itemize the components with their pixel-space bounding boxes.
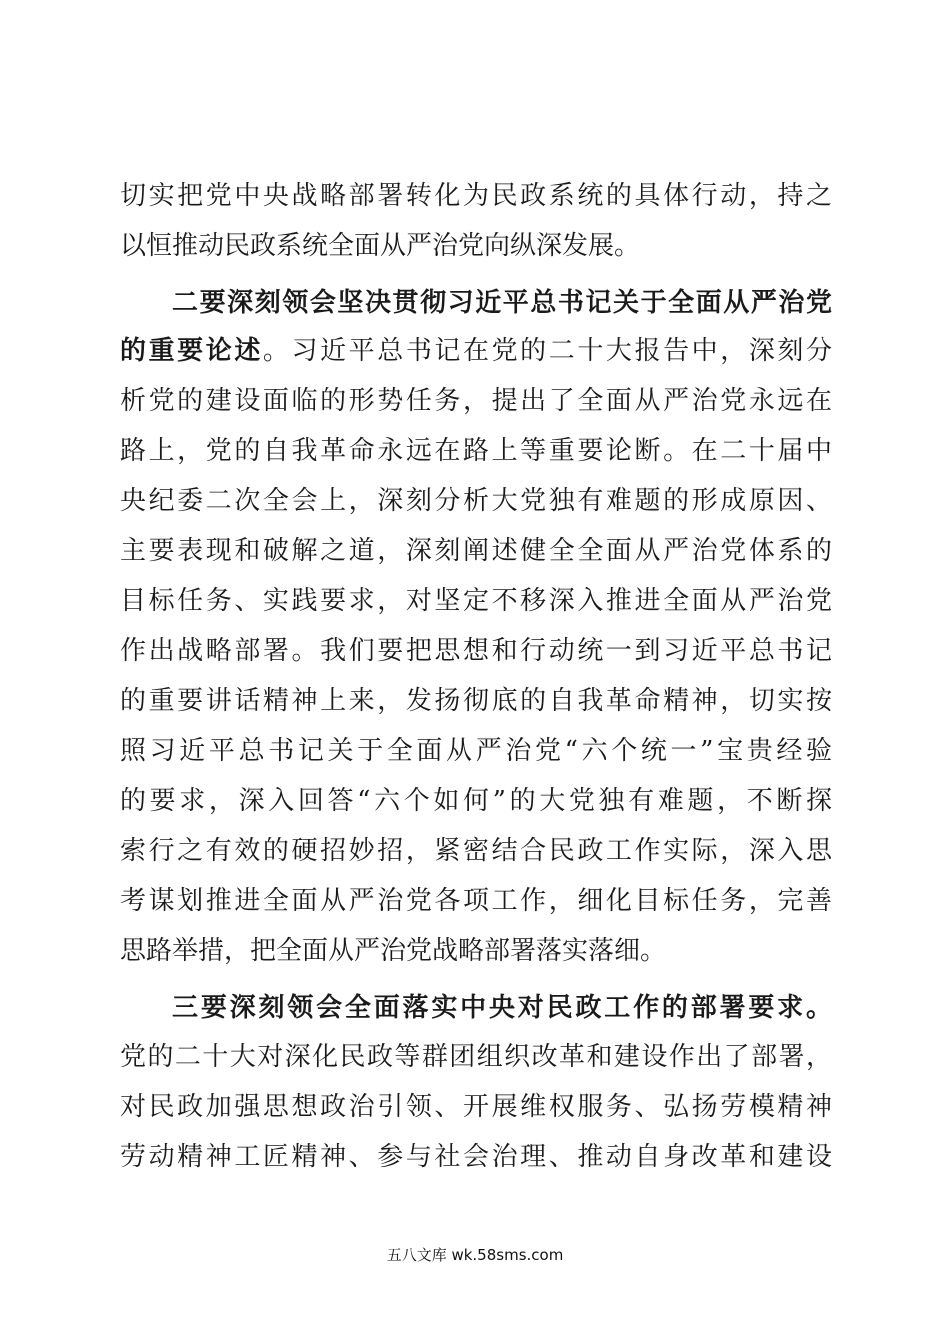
body-line: 思路举措，把全面从严治党战略部署落实落细。 [120,936,667,966]
body-line: 路上，党的自我革命永远在路上等重要论断。在二十届中 [120,436,832,466]
body-line: 作出战略部署。我们要把思想和行动统一到习近平总书记 [120,636,832,666]
body-line: 主要表现和破解之道，深刻阐述健全全面从严治党体系的 [120,536,832,566]
body-line: 的要求，深入回答“六个如何”的大党独有难题，不断探 [120,786,832,816]
footer-watermark: 五八文库 wk.58sms.com [386,1246,564,1264]
body-line: 劳动精神工匠精神、参与社会治理、推动自身改革和建设 [120,1142,832,1172]
body-line: 对民政加强思想政治引领、开展维权服务、弘扬劳模精神 [120,1092,832,1122]
body-line: 析党的建设面临的形势任务，提出了全面从严治党永远在 [120,386,832,416]
body-text: 。习近平总书记在党的二十大报告中，深刻分 [262,336,832,366]
body-line: 切实把党中央战略部署转化为民政系统的具体行动，持之 [120,181,832,211]
body-line: 照习近平总书记关于全面从严治党“六个统一”宝贵经验 [120,736,832,766]
body-line: 央纪委二次全会上，深刻分析大党独有难题的形成原因、 [120,486,832,516]
body-line-mixed [120,331,832,371]
body-line: 考谋划推进全面从严治党各项工作，细化目标任务，完善 [120,886,832,916]
body-line: 目标任务、实践要求，对坚定不移深入推进全面从严治党 [120,586,832,616]
section-heading-line: 三要深刻领会全面落实中央对民政工作的部署要求。 [172,993,832,1023]
body-line: 以恒推动民政系统全面从严治党向纵深发展。 [120,231,641,261]
section-heading-line: 二要深刻领会坚决贯彻习近平总书记关于全面从严治党 [172,288,832,318]
section-heading-tail: 的重要论述 [120,336,263,366]
body-line: 的重要讲话精神上来，发扬彻底的自我革命精神，切实按 [120,686,832,716]
body-line: 党的二十大对深化民政等群团组织改革和建设作出了部署， [120,1042,832,1072]
body-line: 索行之有效的硬招妙招，紧密结合民政工作实际，深入思 [120,836,832,866]
